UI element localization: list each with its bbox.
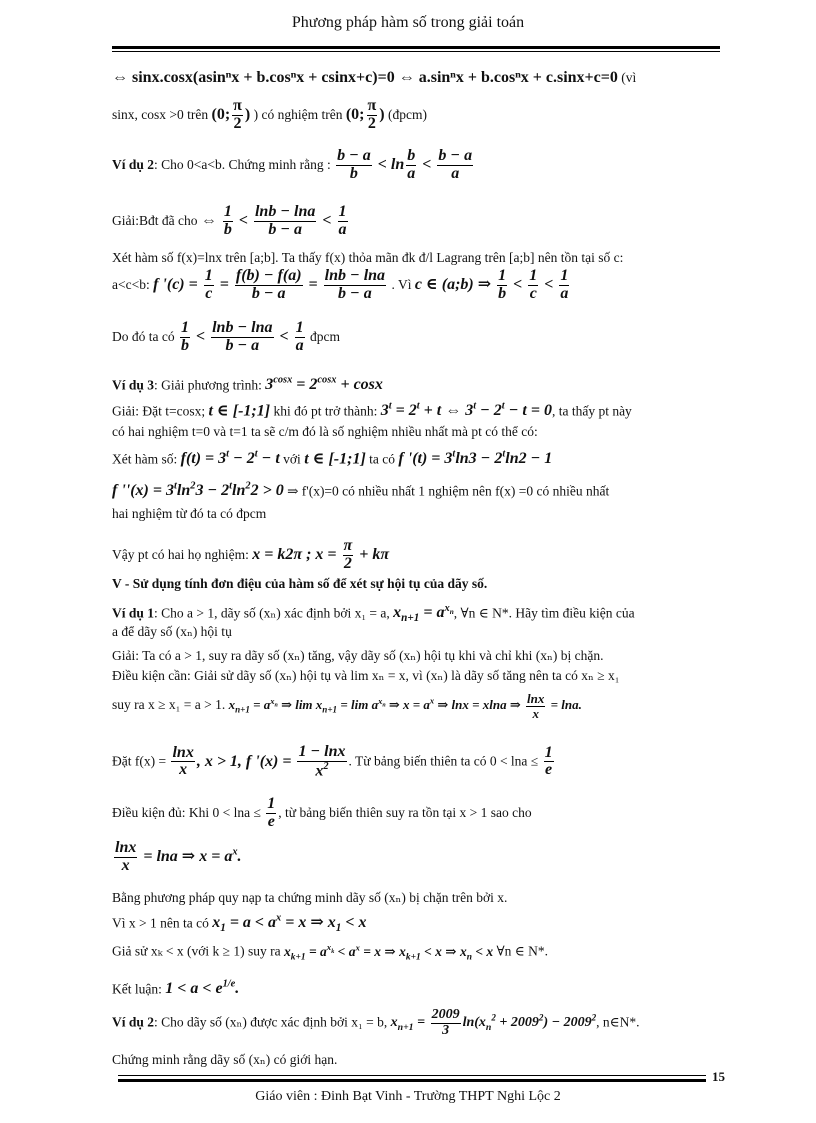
example-3: Ví dụ 3: Giải phương trình: $3^{cosx} = 2^{cosx} + \cos x$ [112,375,383,394]
text: Xét hàm số: [112,451,178,467]
text: (đpcm) [387,106,427,122]
equation-line: $\frac{\ln x}{x}$ = lna ⇒ $x = a^x$. [115,839,242,874]
text: Kết luận: [112,981,162,997]
lagrange-line: a<c<b: f '(c) = $\frac{1}{c}$ = $\frac{f(b) - f(a)}{b - a}$ = $\frac{\ln b - \ln a}{b - a}$ . Vì c ∈ (a;b) ⇒ $\frac{1}{b}$ < $\frac{1}{c}$ < $\frac{1}{a}$ [112,267,569,302]
example-2: Ví dụ 2: Cho 0<a<b. Chứng minh rằng : $\frac{b - a}{b}$ < ln $\frac{b}{a}$ < $\frac{b - a}{a}$ [112,147,473,182]
text: Giải: Đặt t=cosx; [112,403,206,419]
example-2-seq: Ví dụ 2: Cho dãy số (xₙ) được xác định bởi x₁ = b, $x_{n+1}$ = $\frac{2009}{3}$ $\ln(x_n^2 + 2009^2) - 2009^2$, n∈N*. [112,1007,640,1038]
equation: ⇔ sinx.cosx(asinⁿx + b.cosⁿx + csinx+c)=0 ⇔ a.sinⁿx + b.cosⁿx + c.sinx+c=0 [112,69,618,86]
text: , từ bảng biến thiên suy ra tồn tại x > 1 sao cho [278,804,532,820]
text: ) có nghiệm trên [253,106,343,122]
text: ⇒ f'(x)=0 có nhiều nhất 1 nghiệm nên f(x) =0 có nhiều nhất [287,483,610,499]
text: a<c<b: [112,276,150,292]
text: khi đó pt trở thành: [273,403,378,419]
page-footer: Giáo viên : Đinh Bạt Vinh - Trường THPT Nghi Lộc 2 [255,1089,561,1104]
function-line: Xét hàm số: $f(t) = 3^t - 2^t - t$ với t ∈ [-1;1] ta có f '$(t) = 3^t\ln 3 - 2^t\ln 2 - 1$ [112,449,553,468]
example-1-seq: Ví dụ 1: Cho a > 1, dãy số (xₙ) xác định bởi x₁ = a, $x_{n+1} = a^{x_n}$, ∀n ∈ N*. Hãy tìm điều kiện của [112,603,635,625]
text: ta có [369,451,396,467]
text-line: hai nghiệm từ đó ta có đpcm [112,506,267,521]
induction-base: Vì x > 1 nên ta có $x_1 = a < a^x = x$ ⇒ $x_1 < x$ [112,913,367,935]
solutions-line: Vậy pt có hai họ nghiệm: x = k2π ; x = $\frac{\pi}{2}$ + kπ [112,537,390,572]
text-line: Điều kiện cần: Giải sử dãy số (xₙ) hội tụ và lim xₙ = x, vì (xₙ) là dãy số tăng nên ta có xₙ ≥ x₁ [112,668,620,683]
header-rule-thin [112,51,720,52]
text: sinx, cosx >0 trên [112,106,209,122]
solution-3: Giải: Đặt t=cosx; t ∈ [-1;1] khi đó pt trở thành: $3^t = 2^t + t$ ⇔ $3^t - 2^t - t = 0$, ta thấy pt này [112,401,632,420]
conclusion-line: Do đó ta có $\frac{1}{b}$ < $\frac{\ln b - \ln a}{b - a}$ < $\frac{1}{a}$ đpcm [112,319,340,354]
text: : Cho dãy số (xₙ) được xác định bởi x₁ = b, [154,1014,388,1030]
page-header: Phương pháp hàm số trong giải toán [291,14,525,31]
text: (vì [621,70,637,85]
line-2: sinx, cosx >0 trên (0; $\frac{\pi}{2}$ ) ) có nghiệm trên (0; $\frac{\pi}{2}$ ) (đpcm) [112,97,427,132]
conclusion-seq: Kết luận: $1 < a < e^{1/e}$. [112,979,240,998]
text: : Cho 0<a<b. Chứng minh rằng : [154,156,331,172]
text: Do đó ta có [112,328,175,344]
text-line: Xét hàm số f(x)=lnx trên [a;b]. Ta thấy f(x) thỏa mãn đk đ/l Lagrang trên [a;b] nên tồn tại số c: [112,250,624,265]
text: Vì x > 1 nên ta có [112,915,209,931]
text: Điều kiện đủ: Khi 0 < lna ≤ [112,804,261,820]
text-line: Chứng minh rằng dãy số (xₙ) có giới hạn. [112,1052,338,1067]
induction-step: Giả sử xₖ < x (với k ≥ 1) suy ra $x_{k+1} = a^{x_k} < a^x = x$ ⇒ $x_{k+1} < x$ ⇒ $x_n < x$ ∀n ∈ N*. [112,942,549,963]
text: , n∈N*. [596,1014,640,1030]
example-label: Ví dụ 2 [112,1014,155,1030]
text: suy ra x ≥ x₁ = a > 1. [112,697,226,713]
text: Giả sử xₖ < x (với k ≥ 1) suy ra [112,943,281,959]
example-label: Ví dụ 3 [112,377,155,393]
text: với [283,451,301,467]
text: : Cho a > 1, dãy số (xₙ) xác định bởi x₁ = a, [154,605,390,621]
footer-rule-thin [118,1075,706,1076]
text: ∀n ∈ N*. [496,943,549,959]
text-line: a để dãy số (xₙ) hội tụ [112,624,232,639]
text: Đặt f(x) = [112,753,167,769]
example-label: Ví dụ 2 [112,156,155,172]
section-heading: V - Sử dụng tính đơn điệu của hàm số để xét sự hội tụ của dãy số. [112,576,488,591]
text: , ∀n ∈ N*. Hãy tìm điều kiện của [453,605,635,621]
text: : Giải phương trình: [154,377,262,393]
define-f-line: Đặt f(x) = $\frac{\ln x}{x}$ , x > 1, f '(x) = $\frac{1 - \ln x}{x^2}$ . Từ bảng biến thiên ta có 0 < lna ≤ $\frac{1}{e}$ [112,743,553,780]
text-line: Bằng phương pháp quy nạp ta chứng minh dãy số (xₙ) bị chặn trên bởi x. [112,890,508,905]
page-number: 15 [712,1069,725,1084]
text-line: có hai nghiệm t=0 và t=1 ta sẽ c/m đó là số nghiệm nhiều nhất mà pt có thể có: [112,424,538,439]
text: đpcm [310,328,340,344]
text: Vậy pt có hai họ nghiệm: [112,546,249,562]
sufficient-line: Điều kiện đủ: Khi 0 < lna ≤ $\frac{1}{e}$ , từ bảng biến thiên suy ra tồn tại x > 1 sao cho [112,795,532,830]
second-derivative-line: f ''$(x) = 3^t\ln^23 - 2^t\ln^22 > 0$ ⇒ f'(x)=0 có nhiều nhất 1 nghiệm nên f(x) =0 có nhiều nhất [112,481,610,500]
solution-line: Giải:Bđt đã cho ⇔ $\frac{1}{b}$ < $\frac{\ln b - \ln a}{b - a}$ < $\frac{1}{a}$ [112,203,347,238]
footer-rule [118,1079,706,1082]
limit-line: suy ra x ≥ x₁ = a > 1. $x_{n+1} = a^{x_n}$ ⇒ $\lim x_{n+1} = \lim a^{x_n}$ ⇒ $x = a^x$ ⇒ lnx = xlna ⇒ $\frac{\ln x}{x}$ = lna. [112,691,582,721]
text-line: Giải: Ta có a > 1, suy ra dãy số (xₙ) tăng, vậy dãy số (xₙ) hội tụ khi và chỉ khi (xₙ) bị chặn. [112,648,604,663]
text: . Vì [391,276,412,292]
example-label: Ví dụ 1 [112,605,155,621]
text: , ta thấy pt này [551,403,632,419]
text: Giải:Bđt đã cho [112,212,198,228]
header-rule [112,46,720,49]
text: . Từ bảng biến thiên ta có 0 < lna ≤ [348,753,539,769]
equation-line-1 [112,68,636,88]
